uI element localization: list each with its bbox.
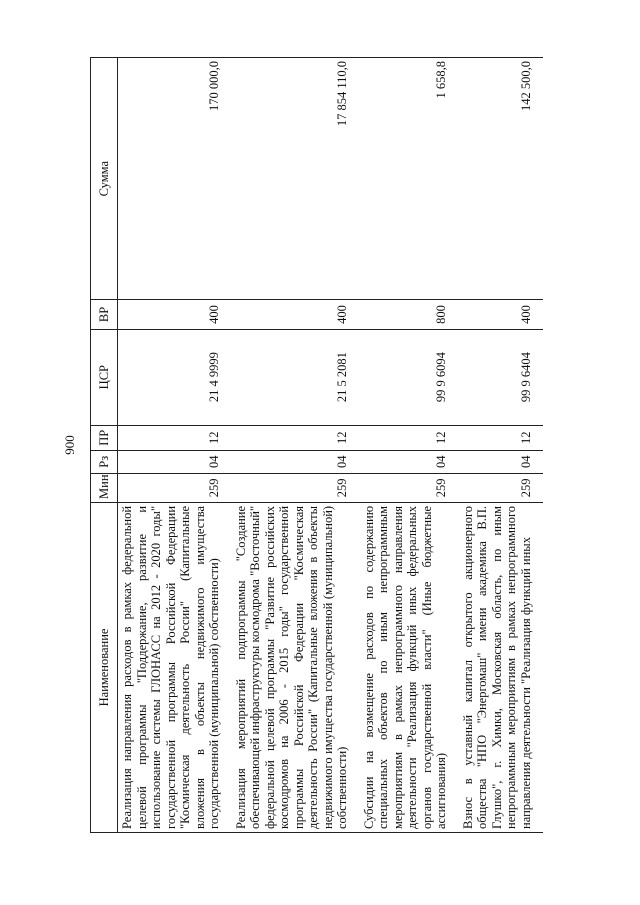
row-csr: 99 9 6404 <box>459 329 544 425</box>
row-rz: 04 <box>118 450 232 473</box>
table-row <box>118 58 232 833</box>
row-sum: 17 854 110,0 <box>232 58 360 300</box>
row-rz: 04 <box>360 450 459 473</box>
table-body <box>118 58 544 833</box>
row-vr: 400 <box>118 300 232 329</box>
row-rz: 04 <box>232 450 360 473</box>
row-csr: 99 9 6094 <box>360 329 459 425</box>
row-name: Субсидии на возмещение расходов по содержанию специальных объектов по иным непрограммным мероприятиям в рамках непрограммного направления деятельности "Реализация функций иных федеральных органов государственной власти" (Иные бюджетные ассигнования) <box>360 502 459 832</box>
row-name: Реализация мероприятий подпрограммы "Создание обеспечивающей инфраструктуры космодрома "Восточный" федеральной целевой программы "Развитие российских космодромов на 2006 - 2015 годы" государственной программы Российской Федерации "Космическая деятельность России" (Капитальные вложения в объекты недвижимого имущества государственной (муниципальной) собственности) <box>232 502 360 832</box>
header-pr: ПР <box>91 425 118 450</box>
row-sum: 142 500,0 <box>459 58 544 300</box>
header-vr: ВР <box>91 300 118 329</box>
header-row <box>91 58 118 833</box>
table-row <box>360 58 459 833</box>
row-pr: 12 <box>232 425 360 450</box>
table-row <box>232 58 360 833</box>
rotated-sheet <box>55 57 580 833</box>
budget-table <box>90 57 543 833</box>
row-min: 259 <box>459 473 544 502</box>
header-sum: Сумма <box>91 58 118 300</box>
table-header <box>91 58 118 833</box>
row-vr: 400 <box>459 300 544 329</box>
row-vr: 800 <box>360 300 459 329</box>
row-pr: 12 <box>360 425 459 450</box>
row-min: 259 <box>360 473 459 502</box>
row-name: Реализация направления расходов в рамках федеральной целевой программы "Поддержание, развитие и использование системы ГЛОНАСС на 2012 - 2020 годы" государственной программы Российской Федерации "Космическая деятельность России" (Капитальные вложения в объекты недвижимого имущества государственной (муниципальной) собственности) <box>118 502 232 832</box>
row-vr: 400 <box>232 300 360 329</box>
row-pr: 12 <box>118 425 232 450</box>
row-csr: 21 5 2081 <box>232 329 360 425</box>
row-min: 259 <box>118 473 232 502</box>
row-name: Взнос в уставный капитал открытого акционерного общества "НПО "Энергомаш" имени академика В.П. Глушко", г. Химки, Московская область, по иным непрограммным мероприятиям в рамках непрограммного направления деятельности "Реализация функций иных <box>459 502 544 832</box>
header-csr: ЦСР <box>91 329 118 425</box>
table-row <box>459 58 544 833</box>
header-rz: Рз <box>91 450 118 473</box>
row-min: 259 <box>232 473 360 502</box>
row-csr: 21 4 9999 <box>118 329 232 425</box>
row-rz: 04 <box>459 450 544 473</box>
header-min: Мин <box>91 473 118 502</box>
row-pr: 12 <box>459 425 544 450</box>
header-name: Наименование <box>91 502 118 832</box>
page-number: 900 <box>62 435 77 455</box>
row-sum: 1 658,8 <box>360 58 459 300</box>
row-sum: 170 000,0 <box>118 58 232 300</box>
